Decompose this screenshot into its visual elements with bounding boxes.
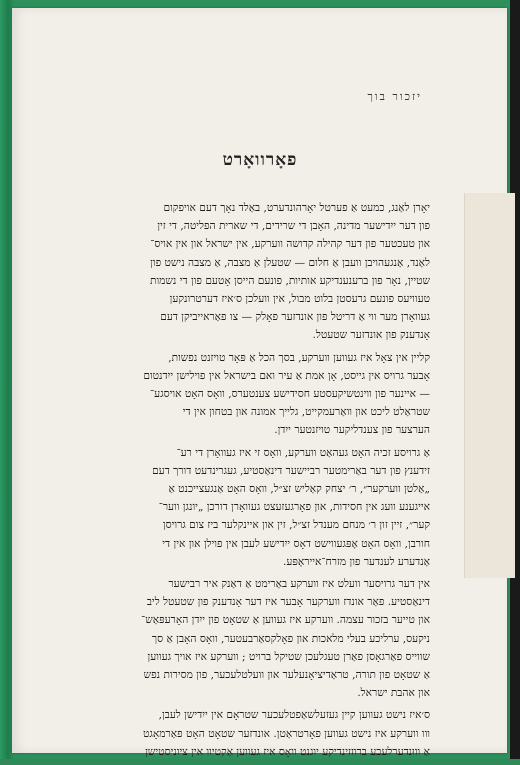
text-line: דינאַסטיע. פאַר אונדז ווערקער אָבער איז דער אָנדענק פון שטעטל ליב xyxy=(146,596,430,609)
text-line: געוואָרן מער ווי אַ דריטל פון אונדזער פאָלק — צו פאַראייביקן דעם xyxy=(160,311,430,324)
text-line: אַ וווּנדערלעכע ברוזזינדיקע יוגנט וואָס איז געווען אַקטיוו אין ציוניסטישן xyxy=(145,745,430,758)
text-line: זידענץ פון דער באַרימטער רביישער דינאַסטיע, געגרינדעט דורך דעם xyxy=(152,464,430,477)
page-title: פאָרוואָרט xyxy=(222,150,298,170)
text-line: ס׳איז נישט געווען קיין געזעלשאַפטלעכער שטראָם אין ייִדישן לעבן, xyxy=(158,709,430,722)
text-line: ניקעס, ערליכע בעלי מלאכות און פאָלקסאַרבעטער, וואָס האָבן אַ סך xyxy=(151,632,430,645)
paragraph xyxy=(110,706,430,761)
text-line: — איינער פון ווינטשיקעסטע חסידישע צענטערס, וואָס האָט אויסגע־ xyxy=(150,388,430,401)
text-line: אָבער גרויס אין גייסט, אָן אמת אַ עיר ואם בישראל אין פוילישן ייִדנטום xyxy=(143,369,430,382)
text-line: טעוויעס פונעם גרעסטן בלוט מבול, אין וועלכן ס׳איז דערטרונקען xyxy=(169,293,430,306)
body-text xyxy=(110,199,430,765)
paragraph xyxy=(110,199,430,345)
paragraph xyxy=(110,349,430,440)
text-line: אייגענע וועג אין חסידות, און פאָרגעזעצט געוואָרן דורכן „יונגן ווער־ xyxy=(158,501,430,514)
text-line: אַ שטאָט פון תורה, טראַדיציאָנעלער און וועלטלעכער, פון מסירות נפש xyxy=(143,669,430,682)
text-line: און אהבת ישראל. xyxy=(357,687,430,700)
text-line: אַנדערע לענדער פון מזרח־אייראָפּע. xyxy=(283,555,430,568)
running-head: יזכור בוך xyxy=(367,90,422,103)
text-line: חורבן, וואָס האָט אָפּגעווישט דאָס ייִדישע לעבן אין פוילן און אין די xyxy=(162,537,430,550)
paper-insert-strip xyxy=(464,193,515,578)
text-line: אין דער גרויסער וועלט איז ווערקע באַרימט אַ דאַנק איר רבישער xyxy=(168,578,430,591)
text-line: שטראַלט ליכט און וואַרעמקייט, גלייך אמונה און בטחון אין די xyxy=(182,406,430,419)
text-line: און טעכטער פון דער קהילה קדושה ווערקע, אין ישראל און אין אויס־ xyxy=(150,238,430,251)
text-line: שווייס פאַרגאָסן פאַרן טעגלעכן שטיקל ברויט ; ווערקע איז אויך געווען xyxy=(147,650,430,663)
text-line: ווו ווערקע איז נישט געווען פאָרטראַטן. אונדזער שטאָט האָט פאַרמאָגט xyxy=(143,727,430,740)
text-line: „אַלטן ווערקער״, ר׳ יצחק קאַליש זצ״ל, וואָס האָט אַנגעצייכנט אַ xyxy=(168,483,430,496)
text-line: אָנדענק פון אונדזער שטעטל. xyxy=(312,329,430,342)
text-line: הערצער פון צענדליקער טויזנטער ייִדן. xyxy=(274,424,430,437)
text-line: לאַנד, אַנגעהויבן וועבן אַ חלום — שטעלן אַ מצבה, אַ מצבה נישט פון xyxy=(150,256,430,269)
text-line: אַ גרויסע זכיה האָט געהאַט ווערקע, וואָס זי איז געוואָרן די רע־ xyxy=(176,446,430,459)
paragraph xyxy=(110,444,430,571)
text-line: קליין אין צאָל איז געווען ווערקע, בסך הכל אַ פּאָר טויזנט נפשות, xyxy=(168,351,430,364)
text-line: און טייער בזכור עצמה. ווערקע איז געווען אַ שטאָט פון ייִדן האָרעפּאַש־ xyxy=(141,614,430,627)
paragraph xyxy=(110,575,430,702)
text-line: יאָרן לאַנג, כמעט אַ פערטל יאָרהונדערט, באַלד נאָך דעם אויפקום xyxy=(163,202,430,214)
text-line: שטיין, נאָר פון ברענענדיקע אותיות, פונעם הייסן אָטעם פון די נשמות xyxy=(149,274,430,287)
text-line: קער״, זיין זון ר׳ מנחם מענדל זצ״ל, זין און איינקלער ביז צום גרויסן xyxy=(162,519,430,532)
text-line: פון דער ייִדישער מדינה, האָבן די שרידים, די שארית הפליטה, די זין xyxy=(157,220,430,233)
